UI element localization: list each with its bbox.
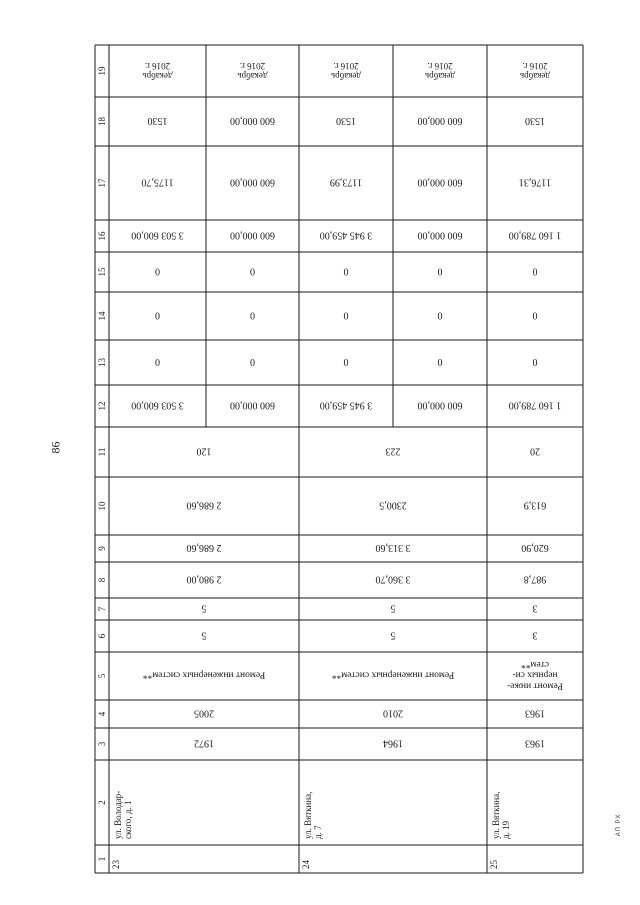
row-number: 23 (111, 860, 121, 869)
column-number: 15 (97, 267, 107, 277)
cell-c17: 1173,99 (329, 176, 363, 188)
column-number: 17 (97, 178, 107, 188)
column-number: 13 (97, 358, 107, 367)
column-number: 16 (97, 231, 107, 241)
cell-c13: 0 (343, 356, 349, 367)
work-type-cell: Ремонт инженерных систем** (142, 669, 266, 680)
cell-c17: 1175,70 (141, 176, 174, 188)
cell-c16: 1 160 789,00 (508, 229, 562, 241)
cell-c14: 0 (155, 309, 160, 321)
cell-c11: 120 (196, 445, 212, 457)
year-overhaul-cell: 2005 (194, 707, 214, 719)
address-cell: ул. Вяткина,д. 19 (491, 791, 511, 839)
cell-c8: 3 360,70 (375, 573, 411, 585)
cell-c9: 2 686,60 (186, 542, 222, 553)
cell-c7: 5 (390, 602, 396, 614)
cell-c13: 0 (250, 356, 255, 367)
column-number: 12 (97, 401, 107, 411)
cell-c15: 0 (250, 265, 255, 277)
cell-c12: 600 000,00 (230, 399, 275, 411)
cell-c9: 620,90 (521, 542, 549, 553)
footer-mark: АП РХ (616, 813, 622, 837)
cell-c15: 0 (155, 265, 160, 277)
cell-c12: 600 000,00 (417, 399, 463, 411)
cell-c12: 1 160 789,00 (508, 399, 562, 411)
column-number: 8 (97, 577, 107, 583)
column-number: 5 (97, 673, 107, 679)
year-overhaul-cell: 1963 (525, 707, 545, 719)
cell-c16: 600 000,00 (230, 229, 275, 241)
column-number: 18 (97, 117, 107, 126)
cell-c6: 5 (201, 629, 207, 641)
cell-c18: 1530 (336, 115, 356, 126)
year-built-cell: 1964 (383, 737, 403, 749)
cell-c18: 600 000,00 (230, 115, 275, 126)
column-number: 2 (97, 800, 107, 805)
cell-c14: 0 (343, 309, 349, 321)
cell-c18: 1530 (525, 115, 545, 126)
cell-c7: 5 (201, 602, 207, 614)
cell-c19: декабрь2016 г. (520, 60, 550, 81)
column-number: 14 (97, 311, 107, 321)
cell-c13: 0 (532, 356, 538, 367)
cell-c19: декабрь2016 г. (331, 60, 361, 81)
cell-c11: 223 (385, 445, 401, 457)
column-number: 7 (97, 606, 107, 612)
cell-c16: 3 945 459,00 (319, 229, 373, 241)
cell-c9: 3 313,60 (375, 542, 411, 553)
cell-c17: 600 000,00 (417, 176, 463, 188)
cell-c19: декабрь2016 г. (425, 60, 455, 81)
year-built-cell: 1963 (525, 737, 545, 749)
year-built-cell: 1972 (194, 737, 214, 749)
page-number: 86 (48, 441, 63, 454)
work-type-cell: Ремонт инже-нерных си-стем** (507, 659, 563, 691)
cell-c13: 0 (155, 356, 160, 367)
cell-c14: 0 (437, 309, 443, 321)
cell-c8: 2 980,00 (186, 573, 222, 585)
column-number: 1 (97, 856, 107, 862)
column-number: 9 (97, 546, 107, 551)
cell-c10: 613,9 (523, 499, 547, 511)
column-number: 11 (97, 447, 107, 457)
cell-c15: 0 (437, 265, 443, 277)
cell-c18: 1530 (147, 115, 168, 126)
column-number: 6 (97, 633, 107, 639)
column-number: 19 (97, 66, 107, 76)
cell-c6: 5 (390, 629, 396, 641)
column-number: 4 (97, 711, 107, 717)
address-cell: ул. Володар-ского, д. 1 (113, 790, 133, 839)
cell-c17: 600 000,00 (230, 176, 275, 188)
cell-c12: 3 503 600,00 (131, 399, 184, 411)
row-number: 25 (489, 860, 499, 869)
cell-c12: 3 945 459,00 (319, 399, 373, 411)
cell-c14: 0 (532, 309, 538, 321)
year-overhaul-cell: 2010 (383, 707, 403, 719)
cell-c7: 3 (532, 602, 538, 614)
cell-c16: 3 503 600,00 (131, 229, 184, 241)
cell-c10: 2 686,60 (186, 499, 222, 511)
cell-c15: 0 (343, 265, 349, 277)
cell-c14: 0 (250, 309, 255, 321)
cell-c17: 1176,31 (518, 176, 552, 188)
work-type-cell: Ремонт инженерных систем** (331, 669, 455, 680)
cell-c18: 600 000,00 (417, 115, 463, 126)
cell-c10: 2300,5 (379, 499, 407, 511)
column-number: 10 (97, 501, 107, 511)
cell-c8: 987,8 (523, 573, 547, 585)
cell-c11: 20 (530, 445, 540, 457)
cell-c19: декабрь2016 г. (142, 60, 173, 81)
cell-c15: 0 (532, 265, 538, 277)
row-number: 24 (301, 860, 311, 869)
address-cell: ул. Вяткина,д. 7 (303, 791, 323, 839)
cell-c19: декабрь2016 г. (237, 60, 268, 81)
cell-c6: 3 (532, 629, 538, 641)
column-number: 3 (97, 741, 107, 747)
cell-c13: 0 (437, 356, 443, 367)
cell-c16: 600 000,00 (417, 229, 463, 241)
